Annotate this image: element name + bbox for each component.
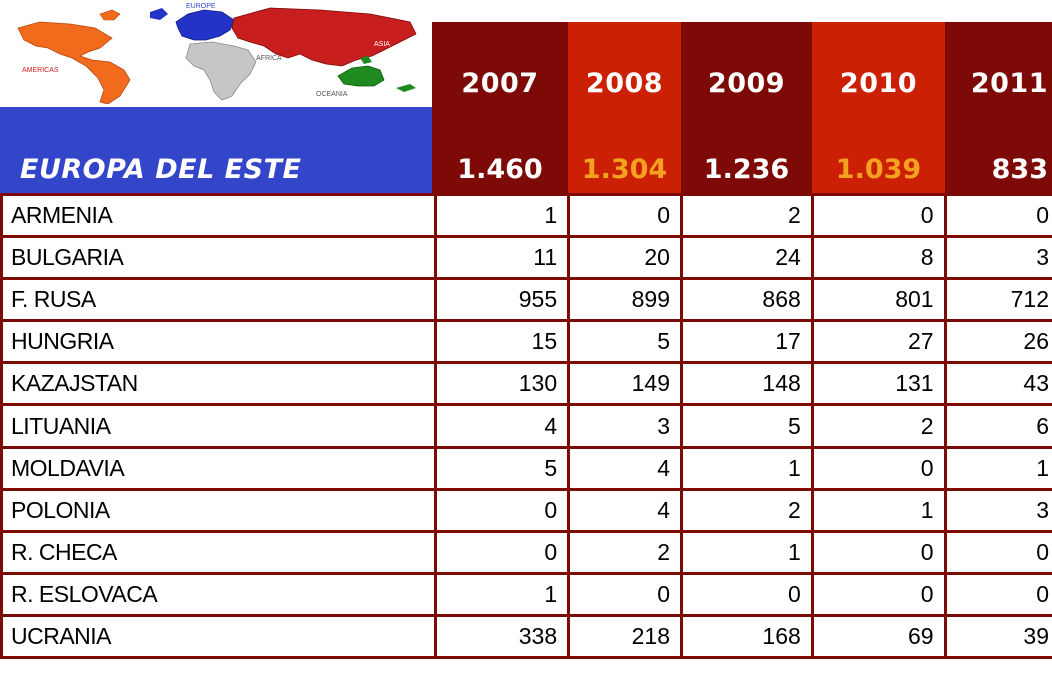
map-label-americas: AMERICAS <box>22 67 59 74</box>
value-cell-2010: 131 <box>812 363 945 405</box>
value-cell-2007: 1 <box>436 195 569 237</box>
value-cell-2009: 24 <box>681 237 812 279</box>
world-map-logo <box>0 0 432 104</box>
value-cell-2007: 0 <box>436 531 569 573</box>
value-cell-2011: 712 <box>945 279 1052 321</box>
table-row <box>2 363 1052 405</box>
value-cell-2009: 868 <box>681 279 812 321</box>
country-name: BULGARIA <box>2 237 436 279</box>
region-total: 1.039 <box>835 154 922 185</box>
country-name: R. CHECA <box>2 531 436 573</box>
value-cell-2008: 5 <box>569 321 682 363</box>
value-cell-2008: 0 <box>569 573 682 615</box>
value-cell-2011: 1 <box>945 447 1052 489</box>
table-row <box>2 237 1052 279</box>
value-cell-2009: 148 <box>681 363 812 405</box>
country-name: UCRANIA <box>2 615 436 657</box>
country-data-table <box>0 193 1052 659</box>
country-name: MOLDAVIA <box>2 447 436 489</box>
value-cell-2008: 899 <box>569 279 682 321</box>
value-cell-2008: 20 <box>569 237 682 279</box>
value-cell-2007: 955 <box>436 279 569 321</box>
country-name: R. ESLOVACA <box>2 573 436 615</box>
value-cell-2008: 149 <box>569 363 682 405</box>
value-cell-2007: 0 <box>436 489 569 531</box>
value-cell-2009: 17 <box>681 321 812 363</box>
value-cell-2008: 0 <box>569 195 682 237</box>
value-cell-2010: 69 <box>812 615 945 657</box>
country-name: ARMENIA <box>2 195 436 237</box>
value-cell-2007: 338 <box>436 615 569 657</box>
value-cell-2011: 6 <box>945 405 1052 447</box>
country-name: F. RUSA <box>2 279 436 321</box>
region-total: 1.304 <box>581 154 668 185</box>
year-label: 2009 <box>707 68 786 99</box>
table-row <box>2 447 1052 489</box>
value-cell-2007: 1 <box>436 573 569 615</box>
value-cell-2008: 3 <box>569 405 682 447</box>
value-cell-2010: 8 <box>812 237 945 279</box>
region-total: 1.236 <box>703 154 790 185</box>
value-cell-2007: 15 <box>436 321 569 363</box>
table-row <box>2 321 1052 363</box>
year-label: 2008 <box>585 68 664 99</box>
value-cell-2009: 0 <box>681 573 812 615</box>
value-cell-2009: 168 <box>681 615 812 657</box>
value-cell-2011: 26 <box>945 321 1052 363</box>
value-cell-2010: 801 <box>812 279 945 321</box>
value-cell-2008: 4 <box>569 447 682 489</box>
table-row <box>2 615 1052 657</box>
year-label: 2011 <box>970 68 1048 99</box>
country-name: KAZAJSTAN <box>2 363 436 405</box>
country-name: POLONIA <box>2 489 436 531</box>
value-cell-2007: 4 <box>436 405 569 447</box>
value-cell-2011: 3 <box>945 489 1052 531</box>
map-label-asia: ASIA <box>374 41 390 48</box>
value-cell-2010: 0 <box>812 531 945 573</box>
value-cell-2010: 27 <box>812 321 945 363</box>
value-cell-2011: 0 <box>945 573 1052 615</box>
value-cell-2011: 0 <box>945 531 1052 573</box>
value-cell-2011: 3 <box>945 237 1052 279</box>
value-cell-2011: 0 <box>945 195 1052 237</box>
year-label: 2010 <box>839 68 918 99</box>
table-row <box>2 279 1052 321</box>
value-cell-2011: 43 <box>945 363 1052 405</box>
value-cell-2009: 2 <box>681 195 812 237</box>
table-row <box>2 531 1052 573</box>
value-cell-2007: 5 <box>436 447 569 489</box>
value-cell-2010: 0 <box>812 573 945 615</box>
value-cell-2007: 130 <box>436 363 569 405</box>
year-label: 2007 <box>461 68 539 99</box>
region-total: 833 <box>991 154 1048 185</box>
map-label-africa: AFRICA <box>256 55 282 62</box>
value-cell-2009: 2 <box>681 489 812 531</box>
value-cell-2009: 1 <box>681 447 812 489</box>
table-body <box>2 195 1052 658</box>
table-row <box>2 405 1052 447</box>
value-cell-2010: 1 <box>812 489 945 531</box>
value-cell-2008: 4 <box>569 489 682 531</box>
map-label-europe: EUROPE <box>186 3 216 10</box>
map-label-oceania: OCEANIA <box>316 91 348 98</box>
region-title: EUROPA DEL ESTE <box>20 154 302 185</box>
value-cell-2010: 0 <box>812 195 945 237</box>
country-name: HUNGRIA <box>2 321 436 363</box>
value-cell-2008: 218 <box>569 615 682 657</box>
table-row <box>2 573 1052 615</box>
country-name: LITUANIA <box>2 405 436 447</box>
value-cell-2010: 2 <box>812 405 945 447</box>
value-cell-2010: 0 <box>812 447 945 489</box>
value-cell-2011: 39 <box>945 615 1052 657</box>
table-row <box>2 489 1052 531</box>
region-total: 1.460 <box>457 154 543 185</box>
value-cell-2008: 2 <box>569 531 682 573</box>
value-cell-2009: 1 <box>681 531 812 573</box>
table-row <box>2 195 1052 237</box>
value-cell-2009: 5 <box>681 405 812 447</box>
value-cell-2007: 11 <box>436 237 569 279</box>
